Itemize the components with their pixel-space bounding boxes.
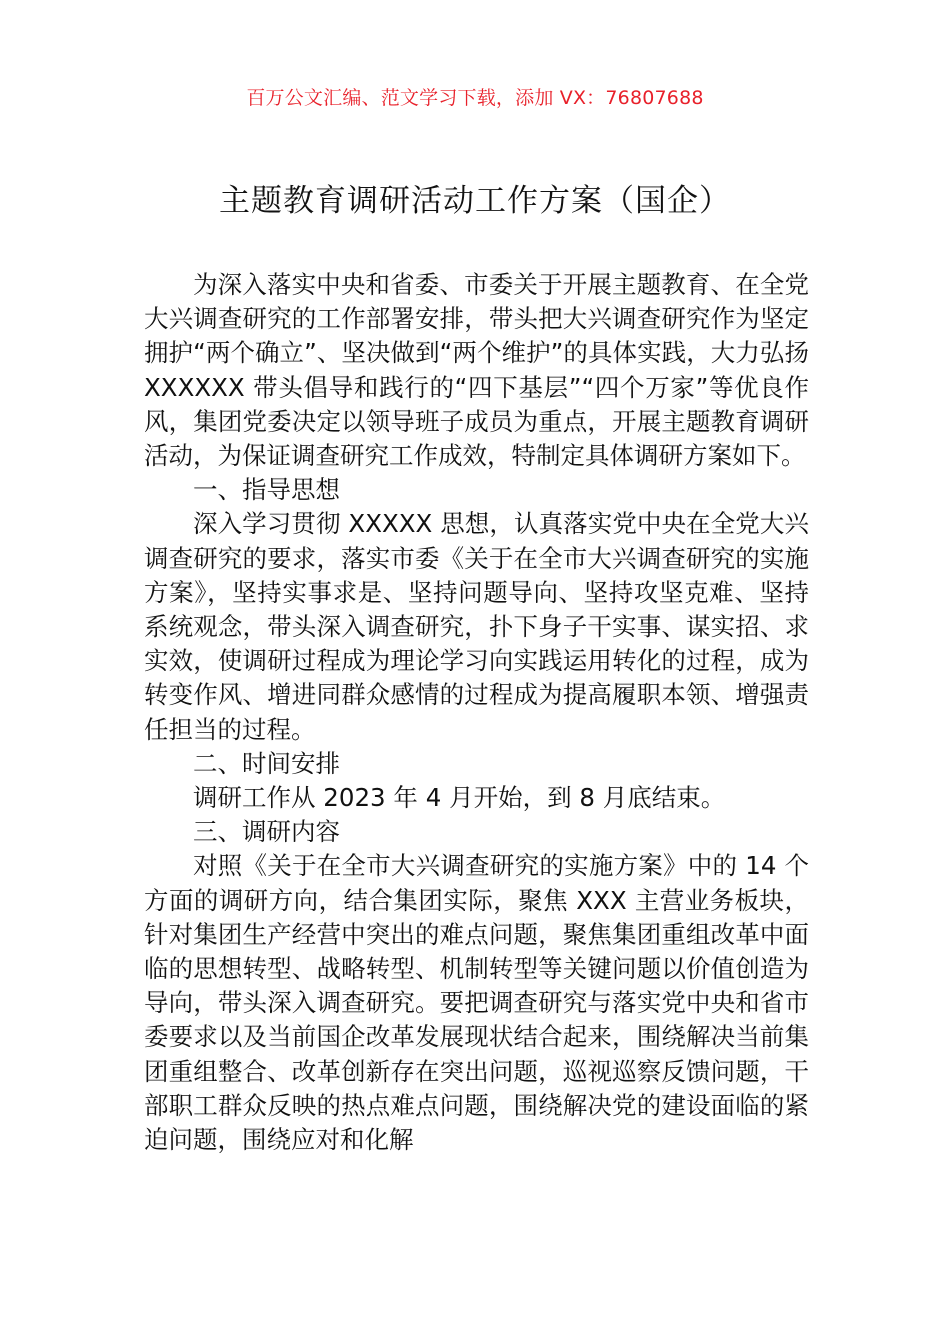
document-title: 主题教育调研活动工作方案（国企） — [219, 183, 731, 219]
section-text-research-content: 对照《关于在全市大兴调查研究的实施方案》中的 14 个方面的调研方向，结合集团实际，聚焦 XXX 主营业务板块，针对集团生产经营中突出的难点问题，聚焦集团重组改革中面临的思想转型、战略转型、机制转型等关键问题以价值创造为导向，带头深入调查研究。要把调查研究与落实党中央和省市委要求以及当前国企改革发展现状结合起来，围绕解决当前集团重组整合、改革创新存在突出问题，巡视巡察反馈问题，干部职工群众反映的热点难点问题，围绕解决党的建设面临的紧迫问题，围绕应对和化解 — [144, 851, 809, 1155]
intro-paragraph: 为深入落实中央和省委、市委关于开展主题教育、在全党大兴调查研究的工作部署安排，带头把大兴调查研究作为坚定拥护“两个确立”、坚决做到“两个维护”的具体实践，大力弘扬 XXXXXX 带头倡导和践行的“四下基层”“四个万家”等优良作风，集团党委决定以领导班子成员为重点，开展主题教育调研活动，为保证调查研究工作成效，特制定具体调研方案如下。 — [144, 270, 809, 471]
section-heading-schedule: 二、时间安排 — [193, 748, 340, 778]
section-text-guiding-thought: 深入学习贯彻 XXXXX 思想，认真落实党中央在全党大兴调查研究的要求，落实市委《关于在全市大兴调查研究的实施方案》，坚持实事求是、坚持问题导向、坚持攻坚克难、坚持系统观念，带头深入调查研究，扑下身子干实事、谋实招、求实效，使调研过程成为理论学习向实践运用转化的过程，成为转变作风、增进同群众感情的过程成为提高履职本领、增强责任担当的过程。 — [144, 509, 809, 744]
section-text-schedule: 调研工作从 2023 年 4 月开始，到 8 月底结束。 — [193, 783, 726, 813]
section-heading-research-content: 三、调研内容 — [193, 817, 340, 847]
document-body — [144, 268, 809, 1157]
section-heading-guiding-thought: 一、指导思想 — [193, 475, 340, 505]
download-notice: 百万公文汇编、范文学习下载，添加 VX：76807688 — [246, 87, 704, 109]
